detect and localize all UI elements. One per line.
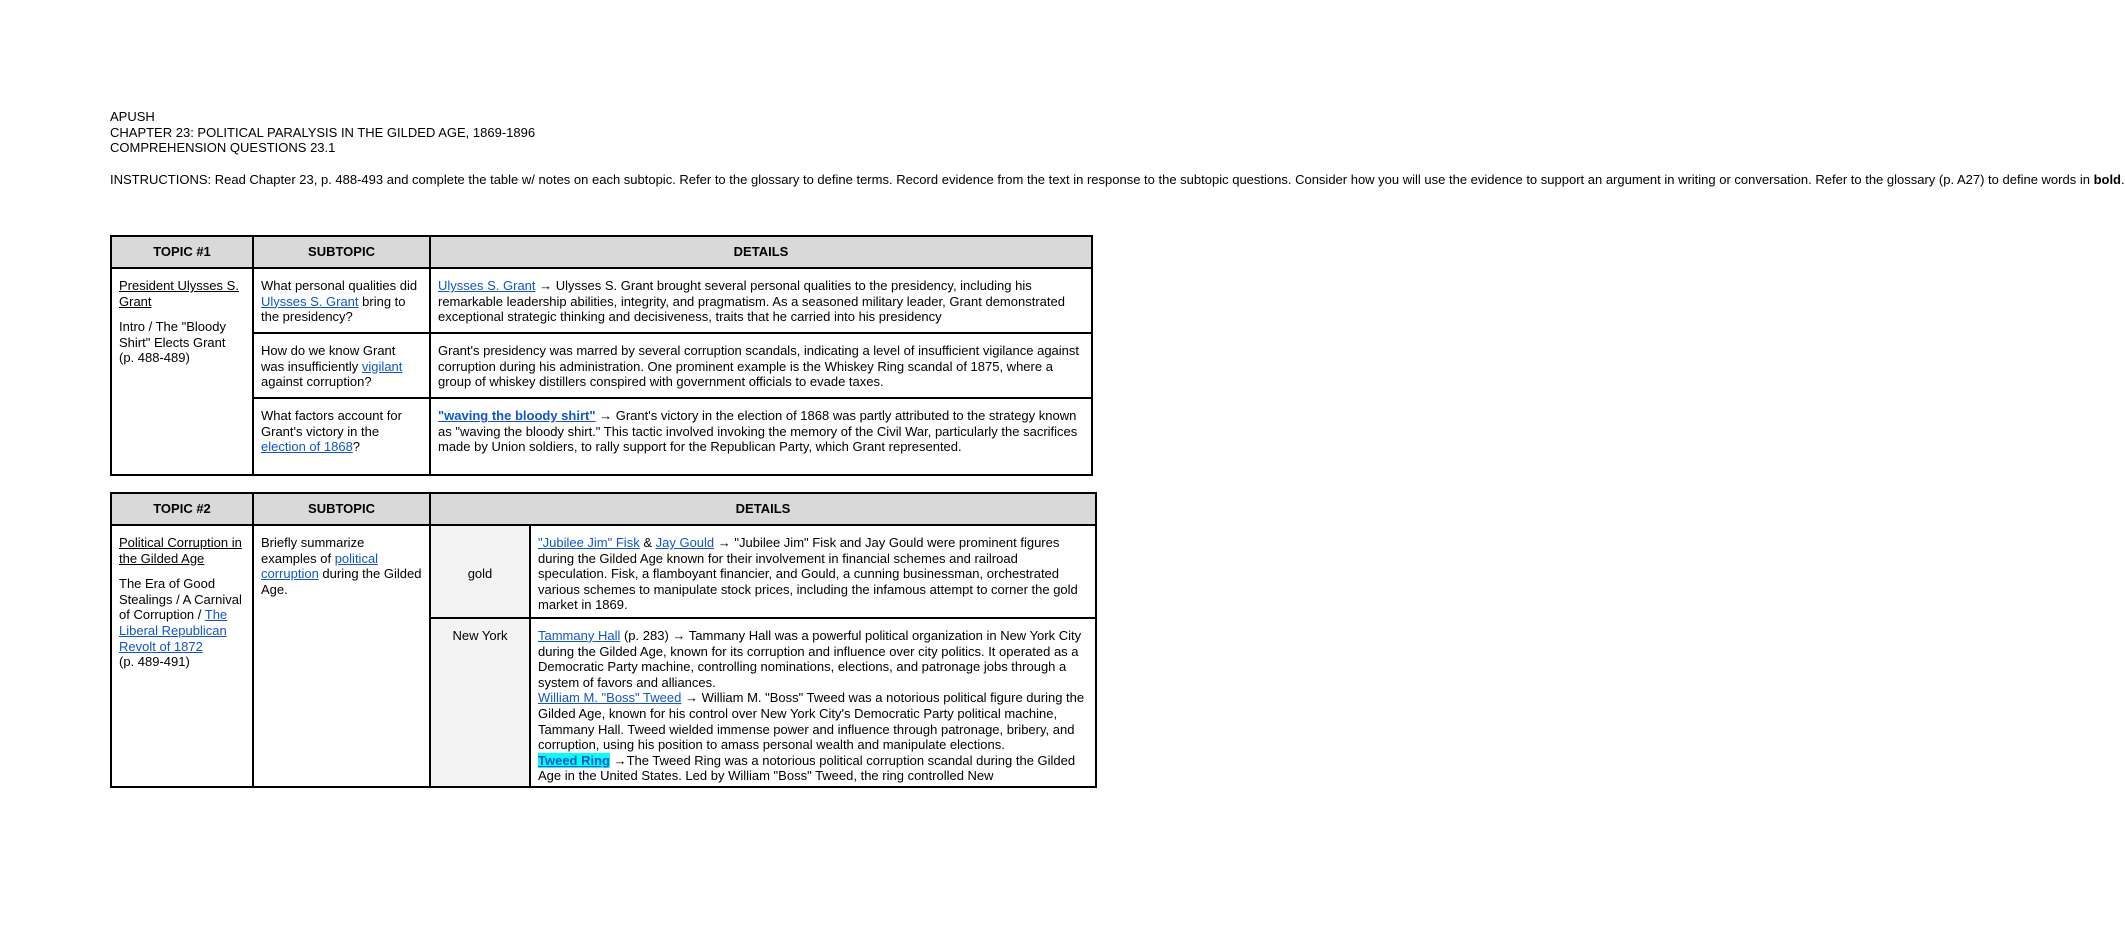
topic1-title: President Ulysses S. Grant bbox=[119, 278, 239, 309]
subtopic-question bbox=[253, 268, 430, 333]
question-text: ? bbox=[352, 439, 361, 455]
grant-details-link[interactable]: Ulysses S. Grant bbox=[438, 278, 536, 293]
liberal-republican-link[interactable]: The Liberal Republican Revolt of 1872 bbox=[119, 607, 228, 654]
details-text: → Grant's victory in the election of 1868 was partly attributed to the strategy known as "waving the bloody shirt." This tactic involved invoking the memory of the Civil War, particularly the sacrifices made by Union soldiers, to rally support for the Republican Party, which Grant represented. bbox=[438, 408, 1078, 455]
details-text: → Ulysses S. Grant brought several personal qualities to the presidency, including his remarkable leadership abilities, integrity, and pragmatism. As a seasoned military leader, Grant demonstrated exceptional strategic thinking and decisiveness, traits that he carried into his presidency bbox=[438, 278, 1065, 325]
subtopic-question bbox=[253, 398, 430, 475]
topic2-table bbox=[110, 492, 1097, 788]
details-text: →The Tweed Ring was a notorious political corruption scandal during the Gilded Age in the United States. Led by William "Boss" Tweed, the ring controlled New bbox=[538, 752, 1076, 784]
detail-label-new-york: New York bbox=[430, 618, 530, 787]
topic2-pages: (p. 489-491) bbox=[119, 654, 190, 670]
instructions-text: INSTRUCTIONS: Read Chapter 23, p. 488-493 and complete the table w/ notes on each subtopic. Refer to the glossary to define terms. Record evidence from the text in response to the subtopic questions. Consider how you will use the evidence to support an argument in writing or conversation. Refer to the glossary (p. A27) to define words in bbox=[110, 171, 2094, 187]
topic1-header-details: DETAILS bbox=[430, 236, 1092, 268]
document-header bbox=[110, 109, 2125, 187]
tammany-hall-link[interactable]: Tammany Hall bbox=[538, 627, 621, 643]
topic1-header-row bbox=[111, 236, 1092, 268]
topic2-title: Political Corruption in the Gilded Age bbox=[119, 535, 242, 566]
details-text: → Tammany Hall was a powerful political organization in New York City during the Gilded Age, known for its corruption and influence over city politics. It operated as a Democratic Party machine, controlling nominations, elections, and patronage jobs through a system of favors and alliances. bbox=[538, 627, 1082, 690]
topic2-header-topic: TOPIC #2 bbox=[111, 493, 253, 525]
chapter-title: CHAPTER 23: POLITICAL PARALYSIS IN THE GILDED AGE, 1869-1896 bbox=[110, 124, 536, 140]
subtopic-question bbox=[253, 525, 430, 787]
bloody-shirt-link[interactable]: "waving the bloody shirt" bbox=[438, 408, 596, 423]
table-row bbox=[111, 525, 1096, 618]
details-cell: Grant's presidency was marred by several corruption scandals, indicating a level of insufficient vigilance against corruption during his administration. One prominent example is the Whiskey Ring scandal of 1875, where a group of whiskey distillers conspired with government officials to evade taxes. bbox=[430, 333, 1092, 398]
details-text: → William M. "Boss" Tweed was a notorious political figure during the Gilded Age, known for his control over New York City's Democratic Party political machine, Tammany Hall. Tweed wielded immense power and influence through patronage, bribery, and corruption, using his position to amass personal wealth and manipulate elections. bbox=[538, 690, 1085, 753]
instructions-end: . bbox=[2121, 171, 2125, 187]
topic2-header-subtopic: SUBTOPIC bbox=[253, 493, 430, 525]
gould-link[interactable]: Jay Gould bbox=[655, 535, 715, 550]
topic2-header-details: DETAILS bbox=[430, 493, 1096, 525]
election-1868-link[interactable]: election of 1868 bbox=[261, 439, 353, 455]
topic2-cell bbox=[111, 525, 253, 787]
vigilant-link[interactable]: vigilant bbox=[361, 358, 403, 374]
topic1-table bbox=[110, 235, 1093, 476]
question-text: bring to the presidency? bbox=[261, 293, 406, 325]
question-text: during the Gilded Age. bbox=[261, 566, 422, 597]
table-row bbox=[111, 333, 1092, 398]
instructions-bold: bold bbox=[2093, 171, 2121, 187]
question-text: What factors account for Grant's victory in the bbox=[261, 408, 402, 439]
table-row bbox=[111, 268, 1092, 333]
boss-tweed-link[interactable]: William M. "Boss" Tweed bbox=[538, 690, 682, 706]
details-cell bbox=[430, 268, 1092, 333]
question-text: Briefly summarize examples of bbox=[261, 535, 365, 566]
details-text: & bbox=[639, 535, 656, 550]
table-row bbox=[111, 398, 1092, 475]
tweed-ring-link[interactable]: Tweed Ring bbox=[538, 752, 610, 768]
subtopic-question bbox=[253, 333, 430, 398]
instructions bbox=[110, 171, 2125, 188]
details-cell bbox=[530, 525, 1096, 618]
topic1-cell bbox=[111, 268, 253, 475]
topic1-section: Intro / The "Bloody Shirt" Elects Grant bbox=[119, 319, 226, 350]
page-ref: (p. 283) bbox=[620, 627, 669, 643]
detail-label-gold: gold bbox=[430, 525, 530, 618]
question-text: How do we know Grant was insufficiently bbox=[261, 343, 396, 374]
topic2-section bbox=[119, 576, 245, 654]
topic2-section-text: The Era of Good Stealings / A Carnival of Corruption / bbox=[119, 576, 242, 623]
questions-title: COMPREHENSION QUESTIONS 23.1 bbox=[110, 140, 336, 156]
course-title: APUSH bbox=[110, 109, 155, 124]
details-text: → "Jubilee Jim" Fisk and Jay Gould were prominent figures during the Gilded Age known for their involvement in financial schemes and railroad speculation. Fisk, a flamboyant financier, and Gould, a cunning businessman, orchestrated various schemes to manipulate stock prices, including the infamous attempt to corner the gold market in 1869. bbox=[538, 535, 1078, 613]
question-text: What personal qualities did bbox=[261, 278, 418, 293]
topic1-header-subtopic: SUBTOPIC bbox=[253, 236, 430, 268]
topic2-header-row bbox=[111, 493, 1096, 525]
question-text: against corruption? bbox=[261, 374, 372, 390]
fisk-link[interactable]: "Jubilee Jim" Fisk bbox=[538, 535, 640, 550]
political-corruption-link[interactable]: political corruption bbox=[261, 550, 379, 582]
details-cell bbox=[530, 618, 1096, 787]
topic1-pages: (p. 488-489) bbox=[119, 350, 190, 366]
details-cell bbox=[430, 398, 1092, 475]
grant-link[interactable]: Ulysses S. Grant bbox=[261, 293, 359, 309]
topic1-header-topic: TOPIC #1 bbox=[111, 236, 253, 268]
